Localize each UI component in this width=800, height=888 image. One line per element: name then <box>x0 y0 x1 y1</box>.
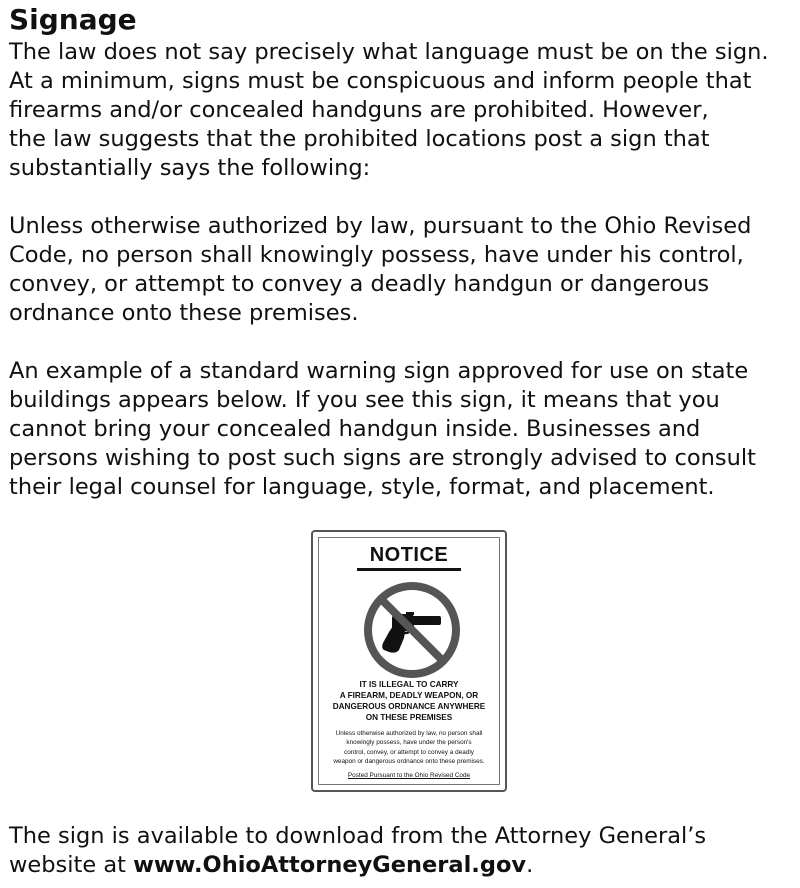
notice-sign <box>311 530 507 792</box>
sign-fine-print: Unless otherwise authorized by law, no person shall knowingly possess, have under the person's control, convey, or attempt to convey a deadly weapon or dangerous ordnance onto these premises. <box>333 730 485 765</box>
notice-title: NOTICE <box>369 544 449 566</box>
suggested-sign-text-paragraph: Unless otherwise authorized by law, pursuant to the Ohio Revised Code, no person shall knowingly possess, have under his control, convey, or attempt to convey a deadly handgun or dangerous ordnance onto these premises. <box>9 213 752 326</box>
page-title: Signage <box>9 3 137 36</box>
download-paragraph <box>9 822 799 880</box>
no-gun-icon <box>362 580 462 680</box>
website-link[interactable]: www.OhioAttorneyGeneral.gov <box>133 852 527 878</box>
intro-paragraph: The law does not say precisely what language must be on the sign. At a minimum, signs must be conspicuous and inform people that firearms and/or concealed handguns are prohibited. However, the law suggests that the prohibited locations post a sign that substantially says the following: <box>9 39 769 181</box>
example-sign-paragraph: An example of a standard warning sign approved for use on state buildings appears below. If you see this sign, it means that you cannot bring your concealed handgun inside. Businesses and persons wishing to post such signs are strongly advised to consult their legal counsel for language, style, format, and placement. <box>9 358 756 500</box>
notice-underline <box>357 568 461 571</box>
sign-warning-text: IT IS ILLEGAL TO CARRY A FIREARM, DEADLY WEAPON, OR DANGEROUS ORDNANCE ANYWHERE ON THESE PREMISES <box>332 680 486 722</box>
sign-posted-notice: Posted Pursuant to the Ohio Revised Code <box>347 772 471 779</box>
notice-sign-inner-border <box>318 537 500 785</box>
download-period: . <box>526 852 534 878</box>
download-text: The sign is available to download from the Attorney General’s website at <box>9 823 707 878</box>
